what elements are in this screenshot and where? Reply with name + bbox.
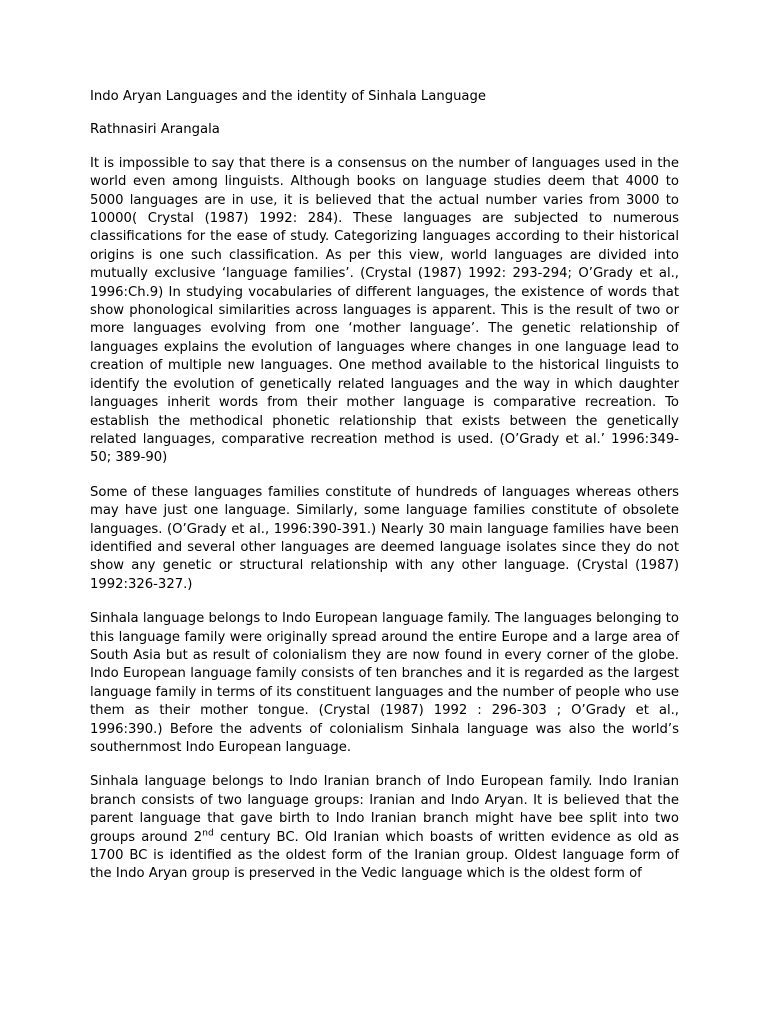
paragraph-4 [90, 773, 679, 883]
paragraph-2: Some of these languages families constitute of hundreds of languages whereas others may have just one language. Similarly, some language families constitute of obsolete languages. (O’Grady et al., 1996:390-391.) Nearly 30 main language families have been identified and several other languages are deemed language isolates since they do not show any genetic or structural relationship with any other language. (Crystal (1987) 1992:326-327.) [90, 484, 679, 592]
paragraph-1: It is impossible to say that there is a consensus on the number of languages used in the world even among linguists. Although books on language studies deem that 4000 to 5000 languages are in use, it is believed that the actual number varies from 3000 to 10000( Crystal (1987) 1992: 284). These languages are subjected to numerous classifications for the ease of study. Categorizing languages according to their historical origins is one such classification. As per this view, world languages are divided into mutually exclusive ‘language families’. (Crystal (1987) 1992: 293-294; O’Grady et al., 1996:Ch.9) In studying vocabularies of different languages, the existence of words that show phonological similarities across languages is apparent. This is the result of two or more languages evolving from one ‘mother language’. The genetic relationship of languages explains the evolution of languages where changes in one language lead to creation of multiple new languages. One method available to the historical linguists to identify the evolution of genetically related languages and the way in which daughter languages inherit words from their mother language is comparative recreation. To establish the methodical phonetic relationship that exists between the genetically related languages, comparative recreation method is used. (O’Grady et al.’ 1996:349-50; 389-90) [90, 155, 679, 466]
paragraph-4-text-b: century BC. Old Iranian which boasts of written evidence as old as 1700 BC is identified as the oldest form of the Iranian group. Oldest language form of the Indo Aryan group is preserved in the Vedic language which is the oldest form of [90, 829, 679, 882]
paragraph-3: Sinhala language belongs to Indo European language family. The languages belonging to this language family were originally spread around the entire Europe and a large area of South Asia but as result of colonialism they are now found in every corner of the globe. Indo European language family consists of ten branches and it is regarded as the largest language family in terms of its constituent languages and the number of people who use them as their mother tongue. (Crystal (1987) 1992 : 296-303 ; O’Grady et al., 1996:390.) Before the advents of colonialism Sinhala language was also the world’s southernmost Indo European language. [90, 611, 679, 755]
document-page [90, 88, 679, 900]
paragraph-4-text-a: Sinhala language belongs to Indo Iranian branch of Indo European family. Indo Iranian branch consists of two language groups: Iranian and Indo Aryan. It is believed that the parent language that gave birth to Indo Iranian branch might have bee split into two groups around 2 [90, 774, 679, 845]
document-author: Rathnasiri Arangala [90, 122, 220, 138]
document-title: Indo Aryan Languages and the identity of Sinhala Language [90, 89, 486, 104]
ordinal-suffix: nd [202, 827, 214, 839]
